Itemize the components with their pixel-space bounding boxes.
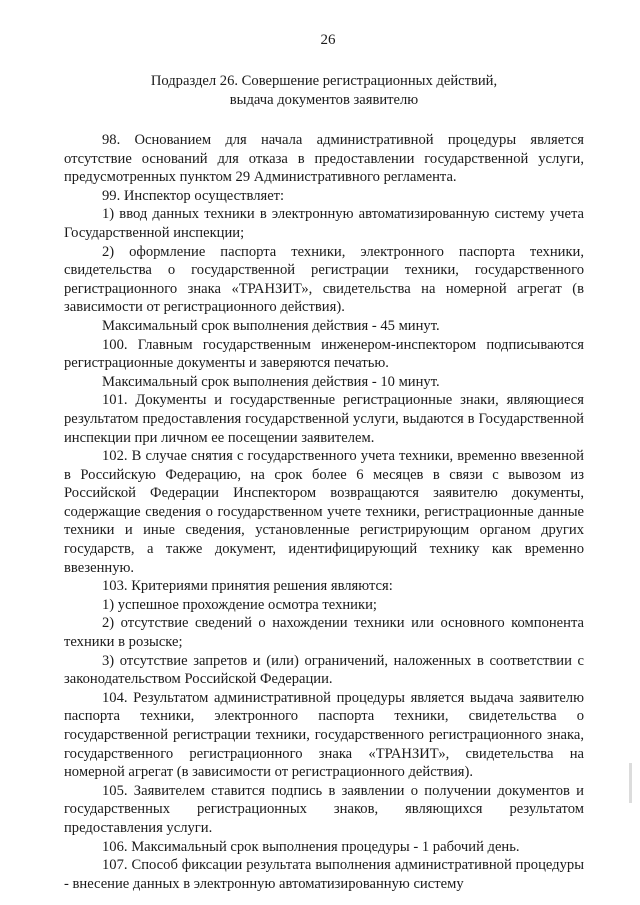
page-number: 26 — [320, 32, 336, 48]
paragraph-106: 106. Максимальный срок выполнения процедуры - 1 рабочий день. — [102, 838, 520, 855]
document-page — [64, 30, 584, 893]
section-heading-line-2: выдача документов заявителю — [229, 92, 419, 108]
section-heading — [64, 72, 584, 110]
paragraph-98: 98. Основанием для начала административной процедуры является отсутствие оснований для отказа в предоставлении государственной услуги, предусмотренных пунктом 29 Административного регламента. — [64, 132, 584, 186]
paragraph-107: 107. Способ фиксации результата выполнения административной процедуры - внесение данных в электронную автоматизированную систему — [64, 857, 584, 892]
paragraph-99-item-1: 1) ввод данных техники в электронную автоматизированную систему учета Государственной инспекции; — [64, 206, 584, 241]
paragraph-99: 99. Инспектор осуществляет: — [102, 187, 285, 204]
paragraph-103-item-1: 1) успешное прохождение осмотра техники; — [102, 596, 377, 613]
paragraph-104: 104. Результатом административной процедуры является выдача заявителю паспорта техники, электронного паспорта техники, свидетельства о государственной регистрации техники, государственного регистрационного знака, государственного регистрационного знака «ТРАНЗИТ», свидетельства на номерной агрегат (в зависимости от регистрационного действия). — [64, 689, 584, 781]
paragraph-100: 100. Главным государственным инженером-инспектором подписываются регистрационные документы и заверяются печатью. — [64, 336, 584, 372]
paragraph-time-limit-45: Максимальный срок выполнения действия - 45 минут. — [102, 317, 440, 334]
scan-margin-mark — [629, 763, 632, 803]
paragraph-time-limit-10: Максимальный срок выполнения действия - 10 минут. — [102, 373, 440, 390]
paragraph-102: 102. В случае снятия с государственного учета техники, временно ввезенной в Российскую Федерацию, на срок более 6 месяцев в связи с вывозом из Российской Федерации Инспектором возвращаются заявителю документы, содержащие сведения о государственном учете техники, регистрационные данные техники и иные сведения, установленные регистрирующим органом других государств, а также документ, идентифицирующий технику как временно ввезенную. — [64, 448, 584, 576]
document-body — [64, 131, 584, 893]
paragraph-105: 105. Заявителем ставится подпись в заявлении о получении документов и государственных регистрационных знаков, являющихся результатом предоставления услуги. — [64, 782, 584, 836]
paragraph-101: 101. Документы и государственные регистрационные знаки, являющиеся результатом предоставления государственной услуги, выдаются в Государственной инспекции при личном ее посещении заявителем. — [64, 392, 584, 446]
paragraph-103-item-3: 3) отсутствие запретов и (или) ограничений, наложенных в соответствии с законодательством Российской Федерации. — [64, 652, 584, 688]
paragraph-103-item-2: 2) отсутствие сведений о нахождении техники или основного компонента техники в розыске; — [64, 615, 584, 651]
section-heading-line-1: Подраздел 26. Совершение регистрационных действий, — [150, 73, 498, 89]
paragraph-103: 103. Критериями принятия решения являются: — [102, 578, 393, 595]
paragraph-99-item-2: 2) оформление паспорта техники, электронного паспорта техники, свидетельства о государственной регистрации техники, государственного регистрационного знака «ТРАНЗИТ», свидетельства на номерной агрегат (в зависимости от регистрационного действия). — [64, 243, 584, 316]
